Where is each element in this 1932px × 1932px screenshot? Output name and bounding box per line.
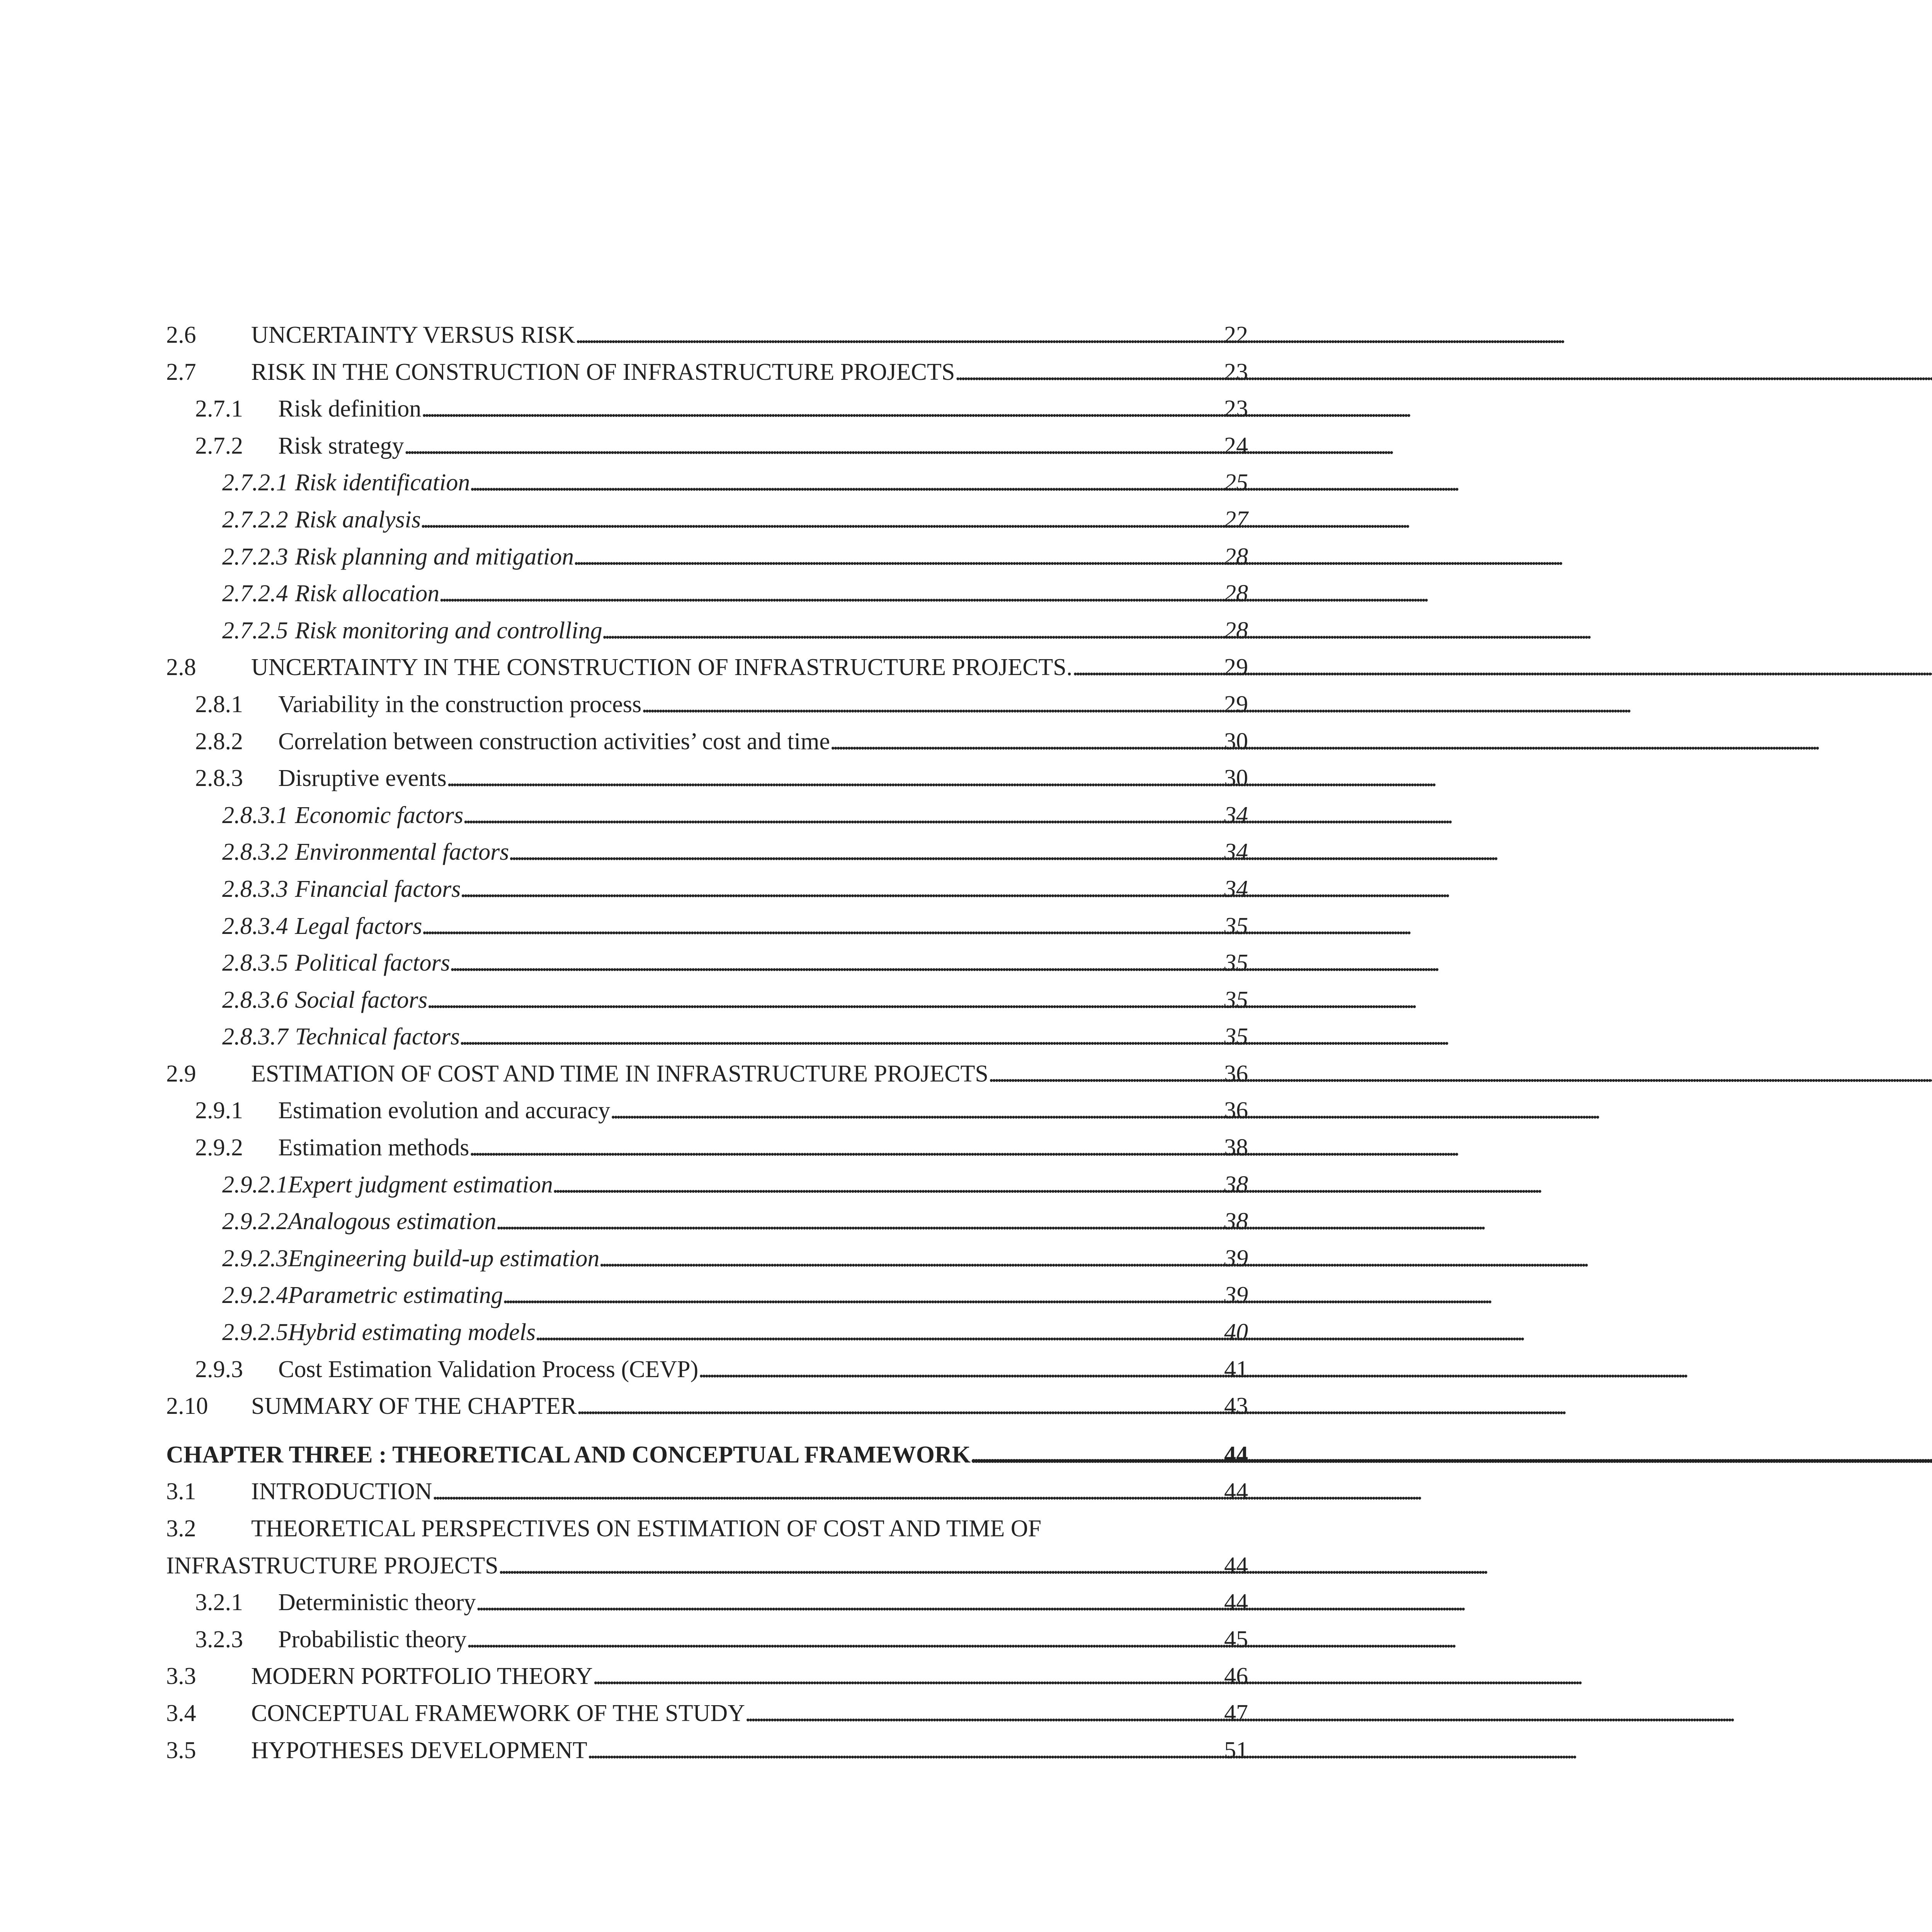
toc-entry[interactable] [166, 1351, 1248, 1388]
toc-entry-page: 30 [1224, 728, 1248, 755]
toc-entry-title: Risk planning and mitigation [295, 543, 574, 570]
toc-entry-page: 51 [1224, 1737, 1248, 1764]
toc-dot-leader [575, 317, 1222, 354]
toc-entry-wrapped-continuation[interactable] [166, 1548, 1248, 1585]
toc-entry-page: 29 [1224, 654, 1248, 681]
toc-section-chapter-two [166, 317, 1248, 1425]
toc-entry[interactable] [166, 1314, 1248, 1351]
toc-entry-number: 3.2 [166, 1515, 196, 1542]
toc-entry-page: 45 [1224, 1626, 1248, 1653]
toc-entry-page: 38 [1224, 1208, 1248, 1235]
toc-section-chapter-three-tail [166, 1584, 1248, 1769]
toc-entry-number: 2.9.1 [195, 1097, 243, 1124]
toc-dot-leader [610, 1092, 1222, 1129]
toc-entry-page: 39 [1224, 1245, 1248, 1272]
toc-entry-title: Parametric estimating [288, 1282, 503, 1309]
toc-entry[interactable] [166, 871, 1248, 908]
toc-entry-title: Variability in the construction process [278, 691, 642, 718]
toc-entry-title: HYPOTHESES DEVELOPMENT [251, 1737, 587, 1764]
toc-entry[interactable] [166, 686, 1248, 723]
toc-entry-number: 2.9.3 [195, 1356, 243, 1383]
toc-entry[interactable] [166, 464, 1248, 502]
toc-dot-leader [509, 834, 1222, 871]
toc-entry-page: 34 [1224, 839, 1248, 866]
toc-entry-title: Estimation methods [278, 1134, 469, 1161]
toc-dot-leader [698, 1351, 1222, 1388]
toc-entry-title: Cost Estimation Validation Process (CEVP) [278, 1356, 699, 1383]
toc-entry-number: 2.9 [166, 1060, 196, 1087]
toc-entry-number: 2.8.3.2 [222, 839, 288, 866]
toc-entry-page: 23 [1224, 396, 1248, 422]
toc-entry[interactable] [166, 945, 1248, 982]
toc-dot-leader [427, 982, 1222, 1019]
toc-entry-title: Engineering build-up estimation [288, 1245, 600, 1272]
toc-entry-page: 38 [1224, 1134, 1248, 1161]
toc-entry-title: Probabilistic theory [278, 1626, 467, 1653]
toc-dot-leader [422, 908, 1222, 945]
toc-entry-number: 2.7.2.5 [222, 617, 288, 644]
toc-entry[interactable] [166, 1732, 1248, 1769]
toc-entry-page: 22 [1224, 322, 1248, 348]
toc-entry-number: 2.7.1 [195, 396, 243, 422]
toc-entry-number: 2.9.2.5 [222, 1319, 288, 1346]
toc-entry-page: 34 [1224, 802, 1248, 828]
toc-entry-title: Risk definition [278, 396, 422, 422]
toc-entry[interactable] [166, 760, 1248, 797]
toc-entry-title: CONCEPTUAL FRAMEWORK OF THE STUDY [251, 1700, 745, 1726]
toc-entry-title: Economic factors [295, 802, 464, 828]
toc-dot-leader [971, 1437, 1222, 1474]
toc-chapter-heading[interactable] [166, 1437, 1248, 1474]
toc-entry[interactable] [166, 391, 1248, 428]
toc-entry[interactable] [166, 1277, 1248, 1314]
toc-entry-page: 27 [1224, 506, 1248, 533]
toc-entry-title: Risk strategy [278, 432, 404, 459]
toc-entry-title: Environmental factors [295, 839, 509, 866]
toc-entry-page: 47 [1224, 1700, 1248, 1726]
toc-entry-page: 46 [1224, 1663, 1248, 1690]
toc-dot-leader [745, 1695, 1222, 1732]
toc-entry[interactable] [166, 649, 1248, 686]
toc-entry-number: 2.7.2.2 [222, 506, 288, 533]
toc-entry-number: 3.4 [166, 1700, 196, 1726]
toc-entry-page: 44 [1224, 1589, 1248, 1616]
toc-entry-page: 25 [1224, 469, 1248, 496]
toc-entry[interactable] [166, 1584, 1248, 1621]
toc-chapter-page: 44 [1224, 1441, 1248, 1468]
toc-entry[interactable] [166, 575, 1248, 612]
toc-dot-leader [432, 1473, 1222, 1510]
toc-entry-page: 34 [1224, 876, 1248, 902]
toc-entry[interactable] [166, 354, 1248, 391]
toc-entry-title: ESTIMATION OF COST AND TIME IN INFRASTRUCTURE PROJECTS [251, 1060, 988, 1087]
toc-entry-number: 2.7.2.3 [222, 543, 288, 570]
toc-entry-page: 35 [1224, 1024, 1248, 1050]
toc-entry-number: 3.1 [166, 1478, 196, 1505]
toc-entry[interactable] [166, 428, 1248, 465]
toc-entry[interactable] [166, 1129, 1248, 1167]
toc-dot-leader [503, 1277, 1222, 1314]
toc-entry-title: RISK IN THE CONSTRUCTION OF INFRASTRUCTURE PROJECTS [251, 359, 955, 385]
table-of-contents [166, 317, 1248, 1769]
toc-entry-title: Risk identification [295, 469, 470, 496]
toc-entry-page: 28 [1224, 580, 1248, 607]
toc-entry[interactable] [166, 1473, 1248, 1510]
toc-entry-number: 2.7.2.1 [222, 469, 288, 496]
toc-entry[interactable] [166, 982, 1248, 1019]
toc-dot-leader [447, 760, 1222, 797]
toc-entry-page: 24 [1224, 432, 1248, 459]
toc-entry-title: Disruptive events [278, 765, 447, 792]
toc-entry-number: 2.6 [166, 322, 196, 348]
toc-dot-leader [553, 1167, 1222, 1204]
toc-entry[interactable] [166, 1019, 1248, 1056]
toc-entry-page: 44 [1224, 1478, 1248, 1505]
toc-entry-title: Risk analysis [295, 506, 421, 533]
toc-chapter-title: CHAPTER THREE : THEORETICAL AND CONCEPTUAL FRAMEWORK [166, 1441, 971, 1468]
toc-dot-leader [460, 1019, 1222, 1056]
toc-entry-number: 2.9.2.1 [222, 1171, 288, 1198]
toc-entry-page: 36 [1224, 1097, 1248, 1124]
toc-entry-page: 28 [1224, 617, 1248, 644]
toc-dot-leader [421, 391, 1222, 428]
toc-entry-title: Political factors [295, 950, 450, 976]
toc-entry-title: MODERN PORTFOLIO THEORY [251, 1663, 593, 1690]
toc-entry-page: 36 [1224, 1060, 1248, 1087]
toc-entry-title: Estimation evolution and accuracy [278, 1097, 611, 1124]
toc-entry-number: 2.10 [166, 1393, 208, 1420]
toc-dot-leader [476, 1584, 1222, 1621]
toc-entry-number: 3.5 [166, 1737, 196, 1764]
toc-entry-number: 2.8.3.3 [222, 876, 288, 902]
toc-entry-page: 43 [1224, 1393, 1248, 1420]
toc-dot-leader [1072, 649, 1222, 686]
toc-dot-leader [955, 354, 1222, 391]
toc-entry[interactable] [166, 1203, 1248, 1240]
toc-dot-leader [421, 502, 1222, 539]
toc-entry[interactable] [166, 797, 1248, 834]
toc-dot-leader [404, 428, 1222, 465]
toc-entry[interactable] [166, 1658, 1248, 1695]
toc-entry[interactable] [166, 1056, 1248, 1093]
toc-dot-leader [602, 612, 1222, 650]
toc-entry-page: 28 [1224, 543, 1248, 570]
toc-entry-title: Expert judgment estimation [288, 1171, 553, 1198]
toc-entry-number: 2.9.2.2 [222, 1208, 288, 1235]
toc-dot-leader [593, 1658, 1222, 1695]
toc-entry-page: 39 [1224, 1282, 1248, 1309]
toc-entry-number: 2.8.3.6 [222, 986, 288, 1013]
toc-entry-title: SUMMARY OF THE CHAPTER [251, 1393, 577, 1420]
toc-entry-title: Risk monitoring and controlling [295, 617, 602, 644]
toc-entry[interactable] [166, 834, 1248, 871]
toc-dot-leader [450, 945, 1222, 982]
toc-entry[interactable] [166, 908, 1248, 945]
toc-dot-leader [536, 1314, 1222, 1351]
toc-entry-number: 2.8 [166, 654, 196, 681]
toc-dot-leader [830, 723, 1222, 760]
toc-entry-wrapped[interactable] [166, 1510, 1248, 1548]
toc-entry[interactable] [166, 1092, 1248, 1129]
toc-entry-title: UNCERTAINTY VERSUS RISK [251, 322, 575, 348]
toc-entry-page: 41 [1224, 1356, 1248, 1383]
toc-entry-page: 29 [1224, 691, 1248, 718]
toc-entry-number: 2.7.2.4 [222, 580, 288, 607]
toc-entry-number: 2.8.3.7 [222, 1024, 288, 1050]
toc-entry-number: 2.9.2.3 [222, 1245, 288, 1272]
toc-entry-number: 2.8.3.5 [222, 950, 288, 976]
toc-entry-title: Hybrid estimating models [288, 1319, 536, 1346]
toc-entry-number: 2.9.2 [195, 1134, 243, 1161]
toc-entry-title: Financial factors [295, 876, 461, 902]
toc-entry[interactable] [166, 1621, 1248, 1658]
toc-entry-page: 23 [1224, 359, 1248, 385]
toc-entry-number: 2.7.2 [195, 432, 243, 459]
toc-entry[interactable] [166, 1388, 1248, 1425]
toc-dot-leader [470, 464, 1222, 502]
toc-entry-number: 3.2.1 [195, 1589, 243, 1616]
toc-entry-title: Legal factors [295, 913, 422, 939]
toc-entry-number: 2.8.3.4 [222, 913, 288, 939]
toc-dot-leader [463, 797, 1222, 834]
toc-entry-title: Technical factors [295, 1024, 460, 1050]
toc-dot-leader [599, 1240, 1222, 1277]
toc-entry[interactable] [166, 723, 1248, 760]
toc-entry-page: 35 [1224, 913, 1248, 939]
toc-entry[interactable] [166, 1167, 1248, 1204]
toc-entry-number: 2.8.3 [195, 765, 243, 792]
toc-entry[interactable] [166, 317, 1248, 354]
toc-entry-page: 40 [1224, 1319, 1248, 1346]
toc-entry-number: 2.8.2 [195, 728, 243, 755]
toc-entry-title: Risk allocation [295, 580, 440, 607]
toc-dot-leader [439, 575, 1222, 612]
toc-entry-page: 44 [1224, 1552, 1248, 1579]
toc-section-chapter-three [166, 1473, 1248, 1510]
toc-entry[interactable] [166, 1240, 1248, 1277]
toc-entry-page: 35 [1224, 986, 1248, 1013]
toc-entry-title: Deterministic theory [278, 1589, 476, 1616]
toc-dot-leader [988, 1056, 1222, 1093]
toc-entry-page: 38 [1224, 1171, 1248, 1198]
toc-entry-number: 3.3 [166, 1663, 196, 1690]
toc-entry-page: 30 [1224, 765, 1248, 792]
toc-entry-title: INTRODUCTION [251, 1478, 432, 1505]
toc-entry-title: Analogous estimation [288, 1208, 497, 1235]
toc-entry-page: 35 [1224, 950, 1248, 976]
toc-entry[interactable] [166, 539, 1248, 576]
toc-entry-number: 2.9.2.4 [222, 1282, 288, 1309]
toc-dot-leader [574, 539, 1222, 576]
toc-entry-title: Correlation between construction activities’ cost and time [278, 728, 830, 755]
toc-entry[interactable] [166, 612, 1248, 650]
toc-entry-number: 3.2.3 [195, 1626, 243, 1653]
toc-entry-number: 2.7 [166, 359, 196, 385]
toc-dot-leader [577, 1388, 1222, 1425]
toc-entry[interactable] [166, 502, 1248, 539]
toc-dot-leader [461, 871, 1222, 908]
toc-entry-number: 2.8.3.1 [222, 802, 288, 828]
toc-entry[interactable] [166, 1695, 1248, 1732]
toc-dot-leader [466, 1621, 1222, 1658]
toc-dot-leader [469, 1129, 1222, 1167]
toc-dot-leader [587, 1732, 1222, 1769]
toc-entry-title-line2: INFRASTRUCTURE PROJECTS [166, 1552, 498, 1579]
toc-entry-number: 2.8.1 [195, 691, 243, 718]
toc-entry-title: Social factors [295, 986, 428, 1013]
toc-dot-leader [497, 1203, 1222, 1240]
toc-dot-leader [641, 686, 1222, 723]
toc-dot-leader [498, 1548, 1222, 1585]
toc-entry-title: UNCERTAINTY IN THE CONSTRUCTION OF INFRASTRUCTURE PROJECTS. [251, 654, 1073, 681]
toc-entry-title-line1: THEORETICAL PERSPECTIVES ON ESTIMATION OF COST AND TIME OF [251, 1515, 1041, 1542]
